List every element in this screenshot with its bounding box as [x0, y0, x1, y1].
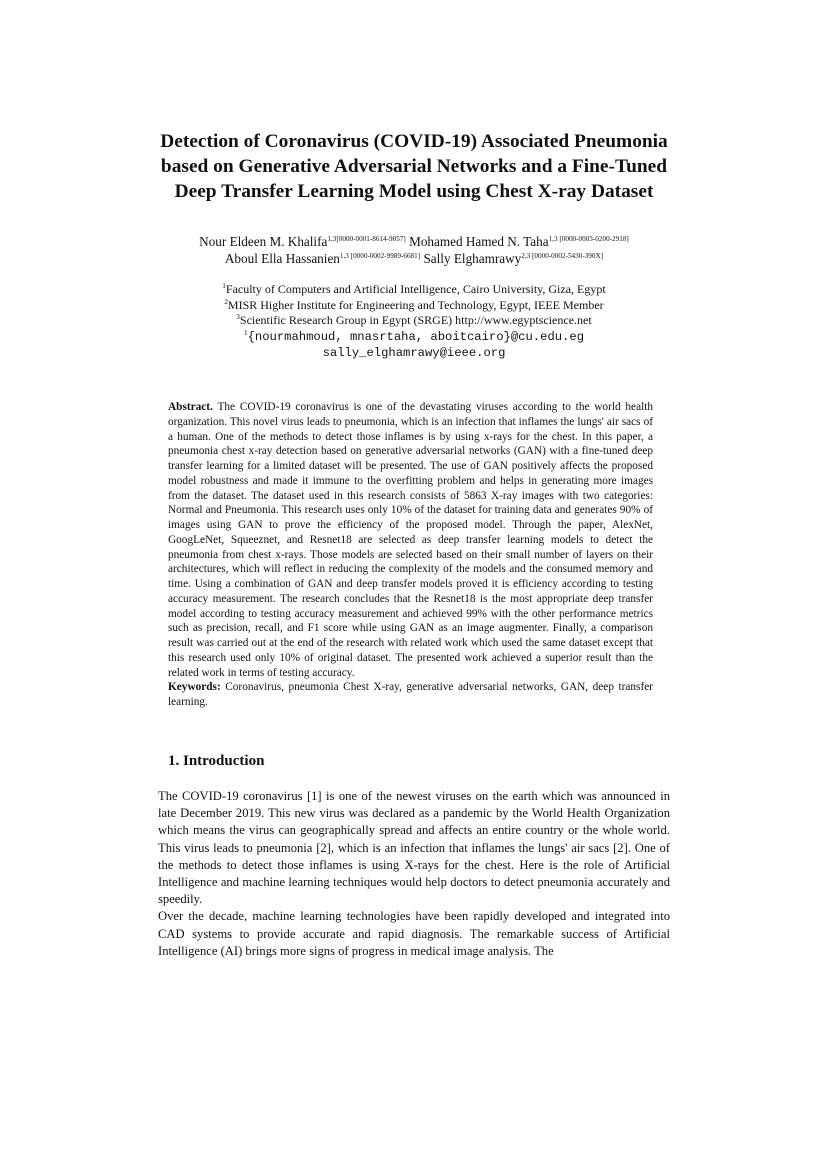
email-number: 1	[243, 328, 248, 337]
title-line: Deep Transfer Learning Model using Chest X-ray Dataset	[174, 181, 654, 202]
author-name: Sally Elghamrawy	[423, 251, 522, 266]
author-line	[110, 233, 718, 250]
email-address: sally_elghamrawy@ieee.org	[322, 346, 506, 360]
body-paragraph: Over the decade, machine learning technologies have been rapidly developed and integrated into CAD systems to provide accurate and rapid diagnosis. The remarkable success of Artificial Intelligence (AI) brings more signs of progress in medical image analysis. The	[158, 909, 670, 958]
author-affiliation-orcid: 1,3 [0000-0003-0200-2918]	[548, 235, 629, 243]
abstract-text: The COVID-19 coronavirus is one of the devastating viruses according to the world health organization. This novel virus leads to pneumonia, which is an infection that inflames the lungs' air sacs of a human. One of the methods to detect those inflames is by using x-rays for the chest. In this paper, a pneumonia chest x-ray detection based on generative adversarial networks (GAN) with a fine-tuned deep transfer learning for a limited dataset will be presented. The use of GAN positively affects the proposed model robustness and made it immune to the overfitting problem and helps in generating more images from the dataset. The dataset used in this research consists of 5863 X-ray images with two categories: Normal and Pneumonia. This research uses only 10% of the dataset for training data and generates 90% of images using GAN to prove the efficiency of the proposed model. Through the paper, AlexNet, GoogLeNet, Squeeznet, and Resnet18 are selected as deep transfer learning models to detect the pneumonia from chest x-rays. Those models are selected based on their small number of layers on their architectures, which will reflect in reducing the complexity of the models and the consumed memory and time. Using a combination of GAN and deep transfer models proved it is efficiency according to testing accuracy measurement. The research concludes that the Resnet18 is the most appropriate deep transfer model according to testing accuracy measurement and achieved 99% with the other performance metrics such as precision, recall, and F1 score while using GAN as an image augmenter. Finally, a comparison result was carried out at the end of the research with related work which used the same dataset except that this research used only 10% of original dataset. The presented work achieved a superior result than the related work in terms of testing accuracy.	[168, 401, 654, 679]
author-affiliation-orcid: 2,3 [0000-0002-5430-390X]	[521, 252, 604, 260]
body-paragraph: The COVID-19 coronavirus [1] is one of the newest viruses on the earth which was announced in late December 2019. This new virus was declared as a pandemic by the World Health Organization which means the virus can geographically spread and affects an entire country or the whole world. This virus leads to pneumonia [2], which is an infection that inflames the lungs' air sacs [2]. One of the methods to detect those inflames is using X-rays for the chest. Here is the role of Artificial Intelligence and machine learning techniques would help doctors to detect pneumonia accurately and speedily.	[158, 789, 670, 907]
affiliation-text: Faculty of Computers and Artificial Intelligence, Cairo University, Giza, Egypt	[225, 282, 606, 296]
author-list	[110, 233, 718, 267]
author-name: Mohamed Hamed N. Taha	[409, 234, 549, 249]
keywords-label: Keywords:	[168, 681, 221, 694]
affiliation-list	[110, 282, 718, 362]
abstract-label: Abstract.	[168, 401, 213, 413]
introduction-body	[158, 788, 670, 960]
affiliation-number: 3	[236, 313, 240, 321]
author-affiliation-orcid: 1,3[0000-0001-8614-9057]	[327, 235, 406, 243]
affiliation-number: 2	[224, 297, 228, 306]
email-address: {nourmahmoud, mnasrtaha, aboitcairo}@cu.edu.eg	[247, 329, 585, 344]
keywords-paragraph	[168, 680, 653, 710]
affiliation-line	[110, 313, 718, 329]
title-line: based on Generative Adversarial Networks and a Fine-Tuned	[160, 156, 668, 177]
author-name: Nour Eldeen M. Khalifa	[199, 234, 328, 249]
paper-title	[110, 129, 718, 204]
affiliation-text: Scientific Research Group in Egypt (SRGE) http://www.egyptscience.net	[239, 313, 592, 327]
email-line	[110, 345, 718, 362]
author-affiliation-orcid: 1,3 [0000-0002-9989-6681]	[339, 252, 421, 260]
author-line	[110, 250, 718, 267]
title-line: Detection of Coronavirus (COVID-19) Associated Pneumonia	[160, 131, 668, 152]
keywords-text: Coronavirus, pneumonia Chest X-ray, generative adversarial networks, GAN, deep transfer learning.	[168, 681, 653, 708]
abstract	[168, 400, 653, 710]
affiliation-line	[110, 282, 718, 298]
abstract-paragraph	[168, 400, 653, 680]
affiliation-line	[110, 298, 718, 314]
email-line	[110, 329, 718, 346]
section-heading: 1. Introduction	[168, 753, 265, 769]
affiliation-text: MISR Higher Institute for Engineering and Technology, Egypt, IEEE Member	[227, 297, 604, 312]
affiliation-number: 1	[222, 282, 226, 290]
author-name: Aboul Ella Hassanien	[224, 251, 340, 266]
